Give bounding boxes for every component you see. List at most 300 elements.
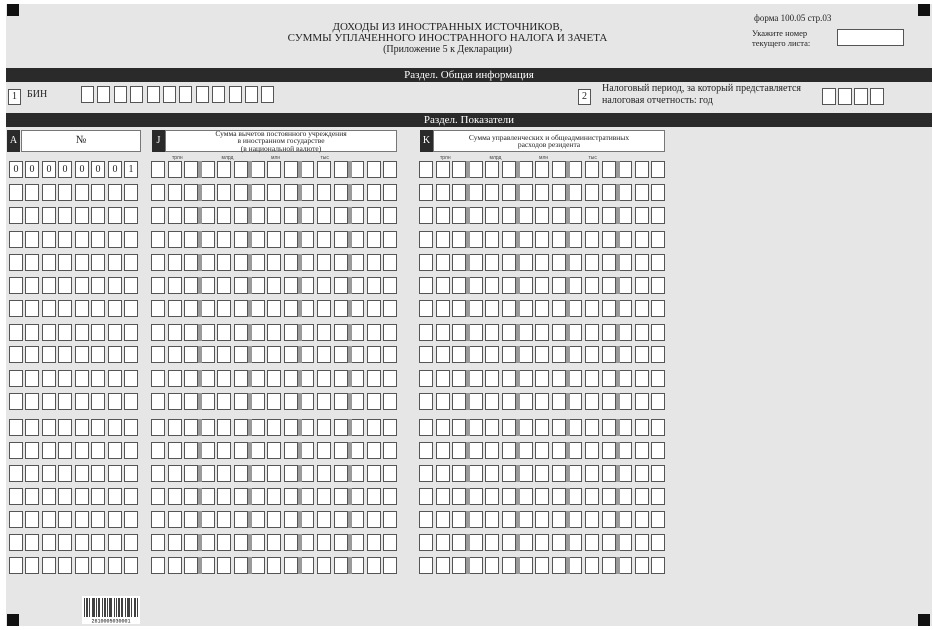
column-j-digit-cell[interactable] <box>383 465 397 482</box>
column-j-digit-cell[interactable] <box>151 324 165 341</box>
column-j-digit-cell[interactable] <box>367 300 381 317</box>
column-k-digit-cell[interactable] <box>635 393 649 410</box>
column-j-digit-cell[interactable] <box>367 254 381 271</box>
column-j-digit-cell[interactable] <box>234 465 248 482</box>
row-number-cell[interactable] <box>108 534 122 551</box>
row-number-cell[interactable] <box>108 207 122 224</box>
column-j-digit-cell[interactable] <box>267 465 281 482</box>
column-j-digit-cell[interactable] <box>267 511 281 528</box>
column-k-digit-cell[interactable] <box>635 324 649 341</box>
column-k-digit-cell[interactable] <box>502 161 516 178</box>
column-j-digit-cell[interactable] <box>251 324 265 341</box>
column-k-digit-cell[interactable] <box>635 557 649 574</box>
column-k-digit-cell[interactable] <box>568 207 582 224</box>
row-number-cell[interactable] <box>91 277 105 294</box>
column-j-digit-cell[interactable] <box>251 419 265 436</box>
column-j-digit-cell[interactable] <box>383 393 397 410</box>
row-number-cell[interactable] <box>9 370 23 387</box>
row-number-cell[interactable] <box>25 370 39 387</box>
column-k-digit-cell[interactable] <box>535 419 549 436</box>
column-j-digit-cell[interactable] <box>168 346 182 363</box>
column-k-digit-cell[interactable] <box>602 370 616 387</box>
column-k-digit-cell[interactable] <box>585 300 599 317</box>
column-j-digit-cell[interactable] <box>350 557 364 574</box>
column-j-digit-cell[interactable] <box>201 231 215 248</box>
column-j-digit-cell[interactable] <box>317 511 331 528</box>
column-k-digit-cell[interactable] <box>618 534 632 551</box>
row-number-cell[interactable] <box>42 184 56 201</box>
column-j-digit-cell[interactable] <box>151 300 165 317</box>
column-j-digit-cell[interactable] <box>168 419 182 436</box>
column-j-digit-cell[interactable] <box>334 557 348 574</box>
column-k-digit-cell[interactable] <box>469 207 483 224</box>
column-j-digit-cell[interactable] <box>184 488 198 505</box>
row-number-cell[interactable] <box>9 300 23 317</box>
column-k-digit-cell[interactable] <box>602 254 616 271</box>
column-j-digit-cell[interactable] <box>383 207 397 224</box>
column-j-digit-cell[interactable] <box>334 370 348 387</box>
column-j-digit-cell[interactable] <box>267 488 281 505</box>
row-number-cell[interactable] <box>124 511 138 528</box>
column-j-digit-cell[interactable] <box>284 324 298 341</box>
column-j-digit-cell[interactable] <box>217 442 231 459</box>
column-j-digit-cell[interactable] <box>151 277 165 294</box>
column-j-digit-cell[interactable] <box>234 488 248 505</box>
row-number-cell[interactable] <box>91 207 105 224</box>
column-k-digit-cell[interactable] <box>651 557 665 574</box>
column-k-digit-cell[interactable] <box>502 184 516 201</box>
column-k-digit-cell[interactable] <box>419 324 433 341</box>
column-k-digit-cell[interactable] <box>469 254 483 271</box>
column-k-digit-cell[interactable] <box>436 370 450 387</box>
column-j-digit-cell[interactable] <box>317 346 331 363</box>
column-j-digit-cell[interactable] <box>367 231 381 248</box>
bin-digit-cell[interactable] <box>212 86 225 103</box>
column-k-digit-cell[interactable] <box>485 465 499 482</box>
row-number-cell[interactable] <box>91 465 105 482</box>
column-k-digit-cell[interactable] <box>469 419 483 436</box>
column-j-digit-cell[interactable] <box>334 254 348 271</box>
column-j-digit-cell[interactable] <box>151 231 165 248</box>
column-k-digit-cell[interactable] <box>651 231 665 248</box>
column-j-digit-cell[interactable] <box>300 534 314 551</box>
column-j-digit-cell[interactable] <box>350 277 364 294</box>
column-j-digit-cell[interactable] <box>300 346 314 363</box>
column-j-digit-cell[interactable] <box>267 207 281 224</box>
column-k-digit-cell[interactable] <box>568 231 582 248</box>
column-k-digit-cell[interactable] <box>552 207 566 224</box>
column-j-digit-cell[interactable] <box>201 419 215 436</box>
column-k-digit-cell[interactable] <box>436 419 450 436</box>
column-j-digit-cell[interactable] <box>201 442 215 459</box>
column-j-digit-cell[interactable] <box>300 277 314 294</box>
column-k-digit-cell[interactable] <box>635 207 649 224</box>
column-k-digit-cell[interactable] <box>469 442 483 459</box>
column-j-digit-cell[interactable] <box>201 300 215 317</box>
column-k-digit-cell[interactable] <box>535 184 549 201</box>
bin-digit-cell[interactable] <box>179 86 192 103</box>
row-number-cell[interactable] <box>108 511 122 528</box>
column-k-digit-cell[interactable] <box>485 393 499 410</box>
column-j-digit-cell[interactable] <box>217 231 231 248</box>
column-k-digit-cell[interactable] <box>485 488 499 505</box>
row-number-cell[interactable] <box>75 184 89 201</box>
column-j-digit-cell[interactable] <box>284 557 298 574</box>
column-k-digit-cell[interactable] <box>552 324 566 341</box>
column-k-digit-cell[interactable] <box>568 370 582 387</box>
column-j-digit-cell[interactable] <box>367 161 381 178</box>
column-j-digit-cell[interactable] <box>383 557 397 574</box>
column-k-digit-cell[interactable] <box>452 419 466 436</box>
column-j-digit-cell[interactable] <box>383 231 397 248</box>
column-k-digit-cell[interactable] <box>585 511 599 528</box>
column-k-digit-cell[interactable] <box>519 231 533 248</box>
column-k-digit-cell[interactable] <box>519 370 533 387</box>
column-j-digit-cell[interactable] <box>168 161 182 178</box>
column-j-digit-cell[interactable] <box>151 161 165 178</box>
column-k-digit-cell[interactable] <box>419 184 433 201</box>
column-j-digit-cell[interactable] <box>300 370 314 387</box>
row-number-cell[interactable] <box>58 231 72 248</box>
row-number-cell[interactable] <box>9 207 23 224</box>
column-k-digit-cell[interactable] <box>419 277 433 294</box>
row-number-cell[interactable] <box>108 277 122 294</box>
column-j-digit-cell[interactable] <box>151 346 165 363</box>
column-j-digit-cell[interactable] <box>317 254 331 271</box>
column-j-digit-cell[interactable] <box>367 488 381 505</box>
column-j-digit-cell[interactable] <box>168 442 182 459</box>
column-j-digit-cell[interactable] <box>284 393 298 410</box>
column-j-digit-cell[interactable] <box>300 442 314 459</box>
column-k-digit-cell[interactable] <box>535 277 549 294</box>
column-k-digit-cell[interactable] <box>651 324 665 341</box>
column-k-digit-cell[interactable] <box>436 277 450 294</box>
column-k-digit-cell[interactable] <box>535 511 549 528</box>
column-k-digit-cell[interactable] <box>535 207 549 224</box>
row-number-cell[interactable] <box>75 442 89 459</box>
row-number-cell[interactable] <box>58 370 72 387</box>
column-k-digit-cell[interactable] <box>618 370 632 387</box>
column-k-digit-cell[interactable] <box>419 465 433 482</box>
column-k-digit-cell[interactable] <box>635 346 649 363</box>
column-k-digit-cell[interactable] <box>419 231 433 248</box>
column-j-digit-cell[interactable] <box>267 419 281 436</box>
column-k-digit-cell[interactable] <box>485 207 499 224</box>
row-number-cell[interactable] <box>42 557 56 574</box>
column-j-digit-cell[interactable] <box>284 277 298 294</box>
row-number-cell[interactable] <box>108 324 122 341</box>
column-k-digit-cell[interactable] <box>452 207 466 224</box>
row-number-cell[interactable] <box>42 370 56 387</box>
column-j-digit-cell[interactable] <box>234 277 248 294</box>
column-j-digit-cell[interactable] <box>317 557 331 574</box>
column-j-digit-cell[interactable] <box>234 346 248 363</box>
row-number-cell[interactable] <box>124 534 138 551</box>
column-j-digit-cell[interactable] <box>168 277 182 294</box>
row-number-cell[interactable] <box>42 324 56 341</box>
column-k-digit-cell[interactable] <box>436 557 450 574</box>
column-k-digit-cell[interactable] <box>552 300 566 317</box>
column-k-digit-cell[interactable] <box>535 161 549 178</box>
column-j-digit-cell[interactable] <box>184 534 198 551</box>
column-j-digit-cell[interactable] <box>350 254 364 271</box>
column-k-digit-cell[interactable] <box>419 534 433 551</box>
column-k-digit-cell[interactable] <box>436 346 450 363</box>
row-number-cell[interactable] <box>91 534 105 551</box>
column-j-digit-cell[interactable] <box>284 511 298 528</box>
column-k-digit-cell[interactable] <box>452 324 466 341</box>
column-j-digit-cell[interactable] <box>367 419 381 436</box>
column-k-digit-cell[interactable] <box>618 511 632 528</box>
column-j-digit-cell[interactable] <box>217 511 231 528</box>
column-j-digit-cell[interactable] <box>267 254 281 271</box>
column-k-digit-cell[interactable] <box>519 184 533 201</box>
column-k-digit-cell[interactable] <box>419 161 433 178</box>
row-number-cell[interactable] <box>124 184 138 201</box>
column-j-digit-cell[interactable] <box>350 324 364 341</box>
column-j-digit-cell[interactable] <box>383 511 397 528</box>
column-j-digit-cell[interactable] <box>334 465 348 482</box>
column-k-digit-cell[interactable] <box>452 346 466 363</box>
column-j-digit-cell[interactable] <box>267 277 281 294</box>
column-k-digit-cell[interactable] <box>452 184 466 201</box>
column-k-digit-cell[interactable] <box>535 254 549 271</box>
column-k-digit-cell[interactable] <box>485 161 499 178</box>
row-number-cell[interactable] <box>58 488 72 505</box>
row-number-cell[interactable] <box>25 419 39 436</box>
column-j-digit-cell[interactable] <box>184 300 198 317</box>
column-j-digit-cell[interactable] <box>317 393 331 410</box>
row-number-cell[interactable] <box>75 277 89 294</box>
column-j-digit-cell[interactable] <box>383 277 397 294</box>
row-number-cell[interactable] <box>25 346 39 363</box>
row-number-cell[interactable] <box>25 207 39 224</box>
column-j-digit-cell[interactable] <box>367 207 381 224</box>
column-j-digit-cell[interactable] <box>350 207 364 224</box>
row-number-cell[interactable] <box>108 488 122 505</box>
row-number-cell[interactable] <box>25 277 39 294</box>
bin-digit-cell[interactable] <box>229 86 242 103</box>
column-k-digit-cell[interactable] <box>635 488 649 505</box>
column-j-digit-cell[interactable] <box>217 534 231 551</box>
row-number-cell[interactable] <box>75 300 89 317</box>
column-j-digit-cell[interactable] <box>151 419 165 436</box>
column-j-digit-cell[interactable] <box>367 277 381 294</box>
column-j-digit-cell[interactable] <box>334 324 348 341</box>
column-k-digit-cell[interactable] <box>519 488 533 505</box>
column-k-digit-cell[interactable] <box>585 393 599 410</box>
column-k-digit-cell[interactable] <box>436 184 450 201</box>
column-k-digit-cell[interactable] <box>602 161 616 178</box>
column-j-digit-cell[interactable] <box>334 419 348 436</box>
column-j-digit-cell[interactable] <box>284 488 298 505</box>
row-number-cell[interactable] <box>25 231 39 248</box>
column-j-digit-cell[interactable] <box>300 488 314 505</box>
column-j-digit-cell[interactable] <box>168 511 182 528</box>
row-number-cell[interactable] <box>75 231 89 248</box>
column-j-digit-cell[interactable] <box>317 324 331 341</box>
column-j-digit-cell[interactable] <box>168 393 182 410</box>
column-k-digit-cell[interactable] <box>535 346 549 363</box>
column-j-digit-cell[interactable] <box>334 393 348 410</box>
row-number-cell[interactable] <box>9 465 23 482</box>
column-j-digit-cell[interactable] <box>201 465 215 482</box>
column-k-digit-cell[interactable] <box>552 161 566 178</box>
row-number-cell[interactable] <box>42 300 56 317</box>
column-k-digit-cell[interactable] <box>635 184 649 201</box>
column-j-digit-cell[interactable] <box>317 277 331 294</box>
column-j-digit-cell[interactable] <box>151 207 165 224</box>
column-j-digit-cell[interactable] <box>383 161 397 178</box>
column-k-digit-cell[interactable] <box>485 300 499 317</box>
row-number-cell[interactable] <box>58 300 72 317</box>
column-k-digit-cell[interactable] <box>469 184 483 201</box>
column-k-digit-cell[interactable] <box>452 442 466 459</box>
column-k-digit-cell[interactable] <box>585 231 599 248</box>
column-k-digit-cell[interactable] <box>419 346 433 363</box>
row-number-cell[interactable] <box>108 254 122 271</box>
column-k-digit-cell[interactable] <box>419 557 433 574</box>
column-j-digit-cell[interactable] <box>217 207 231 224</box>
column-j-digit-cell[interactable] <box>184 419 198 436</box>
column-j-digit-cell[interactable] <box>151 254 165 271</box>
row-number-cell[interactable] <box>25 465 39 482</box>
column-j-digit-cell[interactable] <box>300 393 314 410</box>
column-k-digit-cell[interactable] <box>436 511 450 528</box>
row-number-cell[interactable] <box>25 534 39 551</box>
column-j-digit-cell[interactable] <box>284 254 298 271</box>
row-number-cell[interactable] <box>108 419 122 436</box>
column-k-digit-cell[interactable] <box>585 465 599 482</box>
column-j-digit-cell[interactable] <box>217 465 231 482</box>
column-j-digit-cell[interactable] <box>383 184 397 201</box>
column-k-digit-cell[interactable] <box>436 300 450 317</box>
row-number-cell[interactable] <box>91 184 105 201</box>
column-k-digit-cell[interactable] <box>485 184 499 201</box>
column-k-digit-cell[interactable] <box>502 207 516 224</box>
column-k-digit-cell[interactable] <box>436 324 450 341</box>
column-j-digit-cell[interactable] <box>317 465 331 482</box>
row-number-cell[interactable] <box>91 511 105 528</box>
column-k-digit-cell[interactable] <box>651 419 665 436</box>
column-j-digit-cell[interactable] <box>350 300 364 317</box>
column-k-digit-cell[interactable] <box>635 277 649 294</box>
column-j-digit-cell[interactable] <box>168 231 182 248</box>
column-k-digit-cell[interactable] <box>568 557 582 574</box>
column-k-digit-cell[interactable] <box>502 346 516 363</box>
column-j-digit-cell[interactable] <box>151 534 165 551</box>
column-j-digit-cell[interactable] <box>217 300 231 317</box>
column-k-digit-cell[interactable] <box>602 465 616 482</box>
column-k-digit-cell[interactable] <box>535 324 549 341</box>
row-number-cell[interactable] <box>58 511 72 528</box>
column-j-digit-cell[interactable] <box>201 161 215 178</box>
column-k-digit-cell[interactable] <box>552 488 566 505</box>
column-j-digit-cell[interactable] <box>201 370 215 387</box>
column-j-digit-cell[interactable] <box>383 534 397 551</box>
row-number-cell[interactable] <box>108 442 122 459</box>
column-k-digit-cell[interactable] <box>602 300 616 317</box>
column-j-digit-cell[interactable] <box>317 161 331 178</box>
column-j-digit-cell[interactable] <box>317 207 331 224</box>
column-k-digit-cell[interactable] <box>436 231 450 248</box>
column-j-digit-cell[interactable] <box>267 442 281 459</box>
column-k-digit-cell[interactable] <box>519 207 533 224</box>
column-k-digit-cell[interactable] <box>519 277 533 294</box>
column-k-digit-cell[interactable] <box>585 442 599 459</box>
column-k-digit-cell[interactable] <box>485 231 499 248</box>
column-k-digit-cell[interactable] <box>419 488 433 505</box>
column-j-digit-cell[interactable] <box>168 184 182 201</box>
row-number-cell[interactable] <box>25 300 39 317</box>
row-number-cell[interactable] <box>91 231 105 248</box>
column-k-digit-cell[interactable] <box>651 393 665 410</box>
row-number-cell[interactable] <box>108 465 122 482</box>
column-j-digit-cell[interactable] <box>251 277 265 294</box>
column-k-digit-cell[interactable] <box>452 557 466 574</box>
row-number-cell[interactable] <box>75 465 89 482</box>
column-j-digit-cell[interactable] <box>201 511 215 528</box>
column-k-digit-cell[interactable] <box>618 419 632 436</box>
column-k-digit-cell[interactable] <box>568 346 582 363</box>
row-number-cell[interactable] <box>9 184 23 201</box>
row-number-cell[interactable] <box>25 511 39 528</box>
row-number-cell[interactable] <box>91 393 105 410</box>
column-k-digit-cell[interactable] <box>469 346 483 363</box>
column-k-digit-cell[interactable] <box>452 511 466 528</box>
column-k-digit-cell[interactable] <box>618 465 632 482</box>
column-j-digit-cell[interactable] <box>217 393 231 410</box>
column-j-digit-cell[interactable] <box>267 370 281 387</box>
column-k-digit-cell[interactable] <box>602 534 616 551</box>
column-k-digit-cell[interactable] <box>568 161 582 178</box>
column-k-digit-cell[interactable] <box>568 465 582 482</box>
column-k-digit-cell[interactable] <box>485 557 499 574</box>
column-j-digit-cell[interactable] <box>168 534 182 551</box>
column-j-digit-cell[interactable] <box>300 207 314 224</box>
column-j-digit-cell[interactable] <box>334 442 348 459</box>
column-k-digit-cell[interactable] <box>502 419 516 436</box>
column-k-digit-cell[interactable] <box>568 419 582 436</box>
column-k-digit-cell[interactable] <box>502 324 516 341</box>
column-k-digit-cell[interactable] <box>568 184 582 201</box>
bin-digit-cell[interactable] <box>245 86 258 103</box>
column-j-digit-cell[interactable] <box>201 488 215 505</box>
column-j-digit-cell[interactable] <box>184 184 198 201</box>
column-j-digit-cell[interactable] <box>317 300 331 317</box>
column-j-digit-cell[interactable] <box>168 370 182 387</box>
column-j-digit-cell[interactable] <box>350 370 364 387</box>
column-j-digit-cell[interactable] <box>251 346 265 363</box>
column-k-digit-cell[interactable] <box>502 231 516 248</box>
column-j-digit-cell[interactable] <box>234 254 248 271</box>
column-j-digit-cell[interactable] <box>367 184 381 201</box>
column-k-digit-cell[interactable] <box>635 300 649 317</box>
column-k-digit-cell[interactable] <box>618 346 632 363</box>
column-k-digit-cell[interactable] <box>419 254 433 271</box>
row-number-cell[interactable] <box>58 346 72 363</box>
column-j-digit-cell[interactable] <box>350 442 364 459</box>
column-k-digit-cell[interactable] <box>419 370 433 387</box>
row-number-cell[interactable] <box>58 393 72 410</box>
column-j-digit-cell[interactable] <box>151 465 165 482</box>
column-j-digit-cell[interactable] <box>334 161 348 178</box>
column-k-digit-cell[interactable] <box>618 254 632 271</box>
column-k-digit-cell[interactable] <box>552 534 566 551</box>
column-j-digit-cell[interactable] <box>201 534 215 551</box>
column-k-digit-cell[interactable] <box>469 324 483 341</box>
row-number-cell[interactable] <box>58 557 72 574</box>
